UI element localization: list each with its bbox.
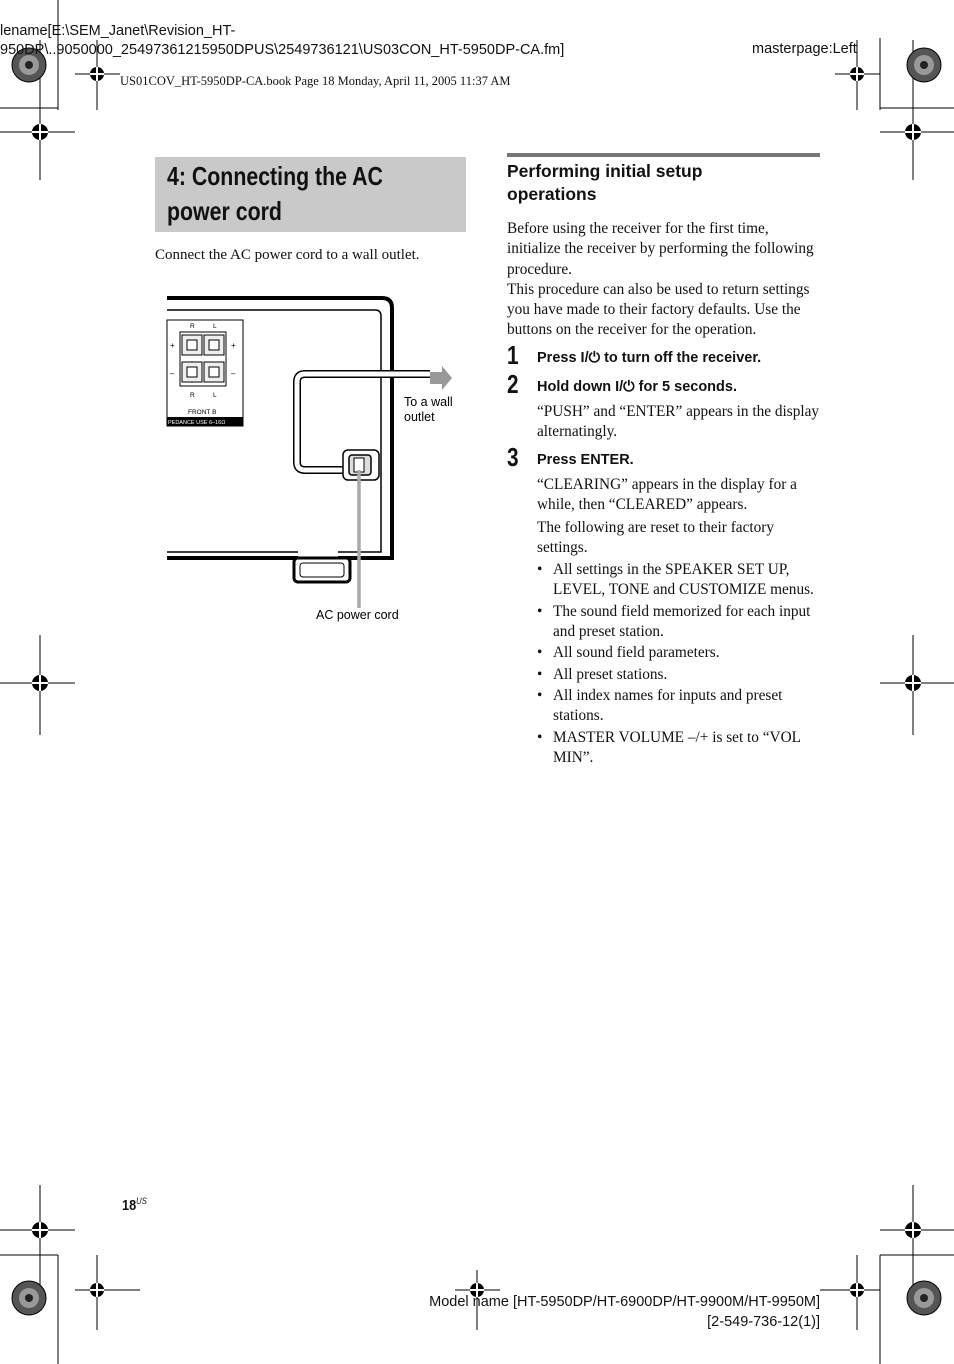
list-item: • MASTER VOLUME –/+ is set to “VOL MIN”. — [537, 728, 822, 769]
label-ac-power-cord: AC power cord — [316, 608, 399, 622]
step-2-number: 2 — [507, 369, 519, 399]
step-3-result: “CLEARING” appears in the display for a while, then “CLEARED” appears. — [537, 476, 797, 514]
model-name: Model name [HT-5950DP/HT-6900DP/HT-9900M/HT-9950M] — [429, 1294, 820, 1310]
filename-line-1: lename[E:\SEM_Janet\Revision_HT- — [0, 23, 236, 39]
terminal-minus-left: – — [170, 369, 175, 378]
ac-cord-figure — [160, 290, 470, 630]
page-number-value: 18 — [122, 1197, 137, 1214]
front-b-label: FRONT B — [188, 409, 217, 416]
section-heading-line-1: Performing initial setup — [507, 161, 703, 181]
masterpage-label: masterpage:Left — [752, 41, 857, 57]
list-item: • All index names for inputs and preset stations. — [537, 686, 822, 727]
reset-list — [537, 560, 822, 768]
step-1-heading: Press I/⏻ to turn off the receiver. — [537, 350, 762, 366]
part-number: [2-549-736-12(1)] — [707, 1314, 820, 1330]
step-3-number: 3 — [507, 442, 519, 472]
page-title-line-1: 4: Connecting the AC — [167, 161, 383, 191]
section-heading-line-2: operations — [507, 184, 597, 204]
step-2-text: “PUSH” and “ENTER” appears in the display alternatingly. — [537, 403, 820, 441]
section-rule — [507, 153, 820, 157]
impedance-label: PEDANCE USE 6–16Ω — [168, 420, 226, 426]
section-title-box — [155, 157, 466, 232]
list-item: • The sound field memorized for each input and preset station. — [537, 602, 822, 643]
connect-instruction: Connect the AC power cord to a wall outlet. — [155, 247, 420, 263]
page-title-line-2: power cord — [167, 196, 282, 226]
page-number-suffix: US — [136, 1196, 147, 1206]
terminal-r-bottom: R — [190, 392, 195, 399]
step-1-number: 1 — [507, 340, 519, 370]
terminal-l-top: L — [213, 323, 217, 330]
terminal-l-bottom: L — [213, 392, 217, 399]
step-3-text — [537, 475, 822, 769]
label-to-wall-outlet-2: outlet — [404, 410, 435, 424]
terminal-minus-right: – — [231, 369, 236, 378]
list-item: • All preset stations. — [537, 665, 822, 685]
terminal-plus-left: + — [170, 341, 175, 350]
terminal-plus-right: + — [231, 341, 236, 350]
model-footer — [400, 1292, 820, 1332]
book-info: US01COV_HT-5950DP-CA.book Page 18 Monday, April 11, 2005 11:37 AM — [120, 74, 511, 88]
intro-text — [507, 219, 825, 341]
page-number — [122, 1196, 147, 1214]
intro-paragraph-2: This procedure can also be used to return settings you have made to their factory defaults. Use the buttons on the receiver for the operation. — [507, 280, 810, 339]
page-title — [167, 159, 462, 229]
section-heading — [507, 160, 820, 206]
intro-paragraph-1: Before using the receiver for the first time, initialize the receiver by performing the following procedure. — [507, 220, 814, 278]
step-3-reset-intro: The following are reset to their factory settings. — [537, 518, 775, 556]
filename-header — [0, 22, 564, 60]
list-item: • All sound field parameters. — [537, 643, 822, 663]
step-3-heading: Press ENTER. — [537, 452, 634, 468]
list-item: • All settings in the SPEAKER SET UP, LEVEL, TONE and CUSTOMIZE menus. — [537, 560, 822, 601]
terminal-r-top: R — [190, 323, 195, 330]
step-2-heading: Hold down I/⏻ for 5 seconds. — [537, 379, 737, 395]
filename-line-2: 950DP\..9050000_25497361215950DPUS\2549736121\US03CON_HT-5950DP-CA.fm] — [0, 42, 565, 58]
label-to-wall-outlet-1: To a wall — [404, 395, 453, 409]
